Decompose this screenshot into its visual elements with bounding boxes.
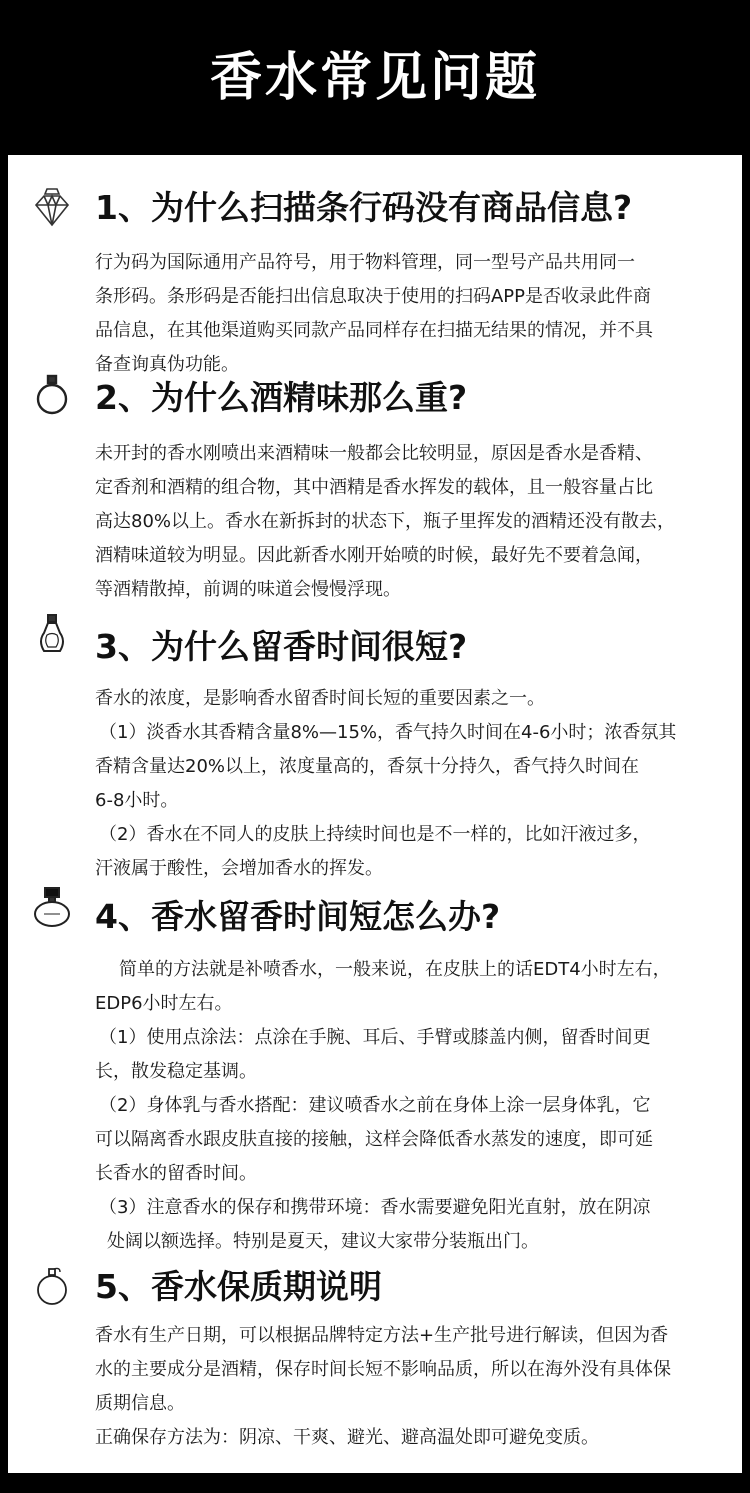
body-line: 行为码为国际通用产品符号，用于物料管理，同一型号产品共用同一 bbox=[95, 252, 635, 273]
body-line: 6-8小时。 bbox=[95, 790, 179, 811]
body-line: （3）注意香水的保存和携带环境：香水需要避免阳光直射，放在阴凉 bbox=[99, 1197, 651, 1218]
body-line: 未开封的香水刚喷出来酒精味一般都会比较明显，原因是香水是香精、 bbox=[95, 443, 653, 464]
body-line: 高达80%以上。香水在新拆封的状态下，瓶子里挥发的酒精还没有散去， bbox=[95, 511, 676, 532]
page-title: 香水常见问题 bbox=[209, 48, 540, 108]
section-body bbox=[95, 246, 725, 382]
body-line: 长香水的留香时间。 bbox=[95, 1163, 257, 1184]
body-line: 汗液属于酸性，会增加香水的挥发。 bbox=[95, 858, 383, 879]
body-line: 品信息，在其他渠道购买同款产品同样存在扫描无结果的情况，并不具 bbox=[95, 320, 653, 341]
body-line: 正确保存方法为：阴凉、干爽、避光、避高温处即可避免变质。 bbox=[95, 1427, 599, 1448]
round-perfume-bottle-icon bbox=[30, 373, 74, 417]
body-line: 备查询真伪功能。 bbox=[95, 354, 239, 375]
body-line: （2）身体乳与香水搭配：建议喷香水之前在身体上涂一层身体乳，它 bbox=[99, 1095, 651, 1116]
body-line: 条形码。条形码是否能扫出信息取决于使用的扫码APP是否收录此件商 bbox=[95, 286, 652, 307]
section-title: 1、为什么扫描条行码没有商品信息? bbox=[95, 188, 633, 227]
black-cap-perfume-bottle-icon bbox=[30, 885, 74, 929]
section-title: 2、为什么酒精味那么重? bbox=[95, 378, 468, 417]
body-line: 定香剂和酒精的组合物，其中酒精是香水挥发的载体，且一般容量占比 bbox=[95, 477, 653, 498]
section-title: 4、香水留香时间短怎么办? bbox=[95, 897, 501, 936]
section-body bbox=[95, 682, 725, 886]
body-line: EDP6小时左右。 bbox=[95, 993, 233, 1014]
section-body bbox=[95, 1319, 725, 1455]
body-line: （2）香水在不同人的皮肤上持续时间也是不一样的，比如汗液过多， bbox=[99, 824, 651, 845]
body-line: 水的主要成分是酒精，保存时间长短不影响品质，所以在海外没有具体保 bbox=[95, 1359, 671, 1380]
body-line: 等酒精散掉，前调的味道会慢慢浮现。 bbox=[95, 579, 401, 600]
small-round-perfume-bottle-icon bbox=[30, 1265, 74, 1309]
section-body bbox=[95, 953, 725, 1259]
body-line: 香水有生产日期，可以根据品牌特定方法+生产批号进行解读，但因为香 bbox=[95, 1325, 669, 1346]
body-line: 香水的浓度，是影响香水留香时间长短的重要因素之一。 bbox=[95, 688, 545, 709]
body-line: 简单的方法就是补喷香水，一般来说，在皮肤上的话EDT4小时左右， bbox=[119, 959, 671, 980]
body-line: （1）使用点涂法：点涂在手腕、耳后、手臂或膝盖内侧，留香时间更 bbox=[99, 1027, 651, 1048]
section-title: 3、为什么留香时间很短? bbox=[95, 627, 468, 666]
body-line: 长，散发稳定基调。 bbox=[95, 1061, 257, 1082]
body-line: 可以隔离香水跟皮肤直接的接触，这样会降低香水蒸发的速度，即可延 bbox=[95, 1129, 653, 1150]
body-line: 香精含量达20%以上，浓度量高的，香氛十分持久，香气持久时间在 bbox=[95, 756, 640, 777]
header-bar bbox=[0, 0, 750, 155]
body-line: 酒精味道较为明显。因此新香水刚开始喷的时候，最好先不要着急闻， bbox=[95, 545, 653, 566]
section-title: 5、香水保质期说明 bbox=[95, 1267, 382, 1306]
diamond-perfume-bottle-icon bbox=[30, 185, 74, 229]
section-body bbox=[95, 437, 725, 607]
body-line: 处阔以额选择。特别是夏天，建议大家带分装瓶出门。 bbox=[107, 1231, 539, 1252]
body-line: 质期信息。 bbox=[95, 1393, 185, 1414]
vase-perfume-bottle-icon bbox=[30, 613, 74, 657]
faq-panel bbox=[8, 155, 742, 1473]
body-line: （1）淡香水其香精含量8%—15%，香气持久时间在4-6小时；浓香氛其 bbox=[99, 722, 677, 743]
